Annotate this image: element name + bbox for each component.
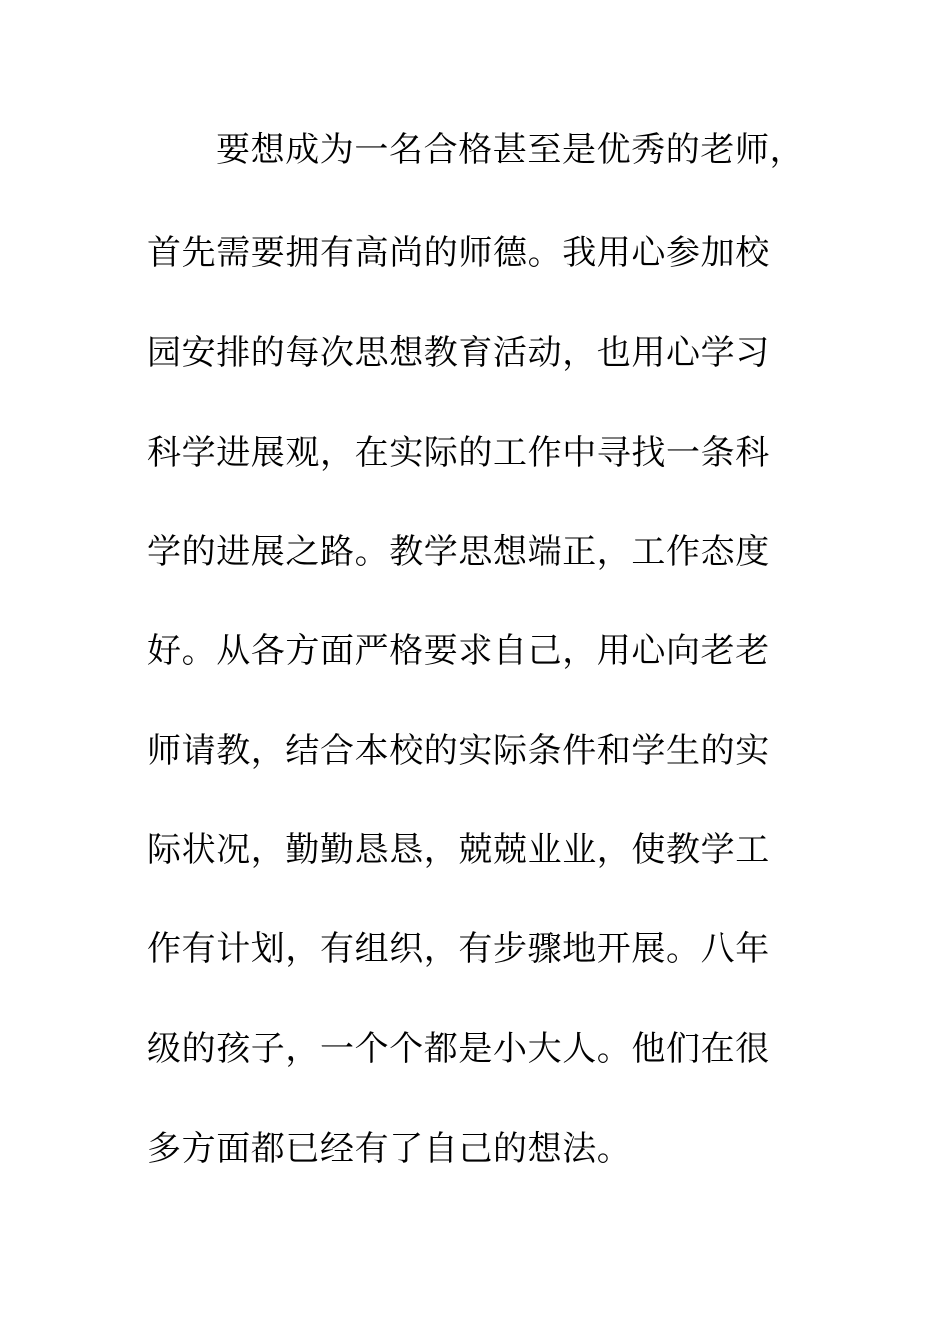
text-line-8: 际状况，勤勤恳恳，兢兢业业，使教学工 [147, 830, 770, 870]
text-line-9: 作有计划，有组织，有步骤地开展。八年 [147, 929, 770, 969]
text-line-1: 要想成为一名合格甚至是优秀的老师， [216, 130, 805, 170]
text-line-4: 科学进展观，在实际的工作中寻找一条科 [147, 433, 770, 473]
text-line-11: 多方面都已经有了自己的想法。 [147, 1129, 632, 1169]
text-line-3: 园安排的每次思想教育活动，也用心学习 [147, 333, 770, 373]
text-line-5: 学的进展之路。教学思想端正，工作态度 [147, 532, 770, 572]
text-line-6: 好。从各方面严格要求自己，用心向老老 [147, 631, 770, 671]
text-line-7: 师请教，结合本校的实际条件和学生的实 [147, 731, 770, 771]
text-line-10: 级的孩子，一个个都是小大人。他们在很 [147, 1029, 770, 1069]
text-line-2: 首先需要拥有高尚的师德。我用心参加校 [147, 233, 770, 273]
